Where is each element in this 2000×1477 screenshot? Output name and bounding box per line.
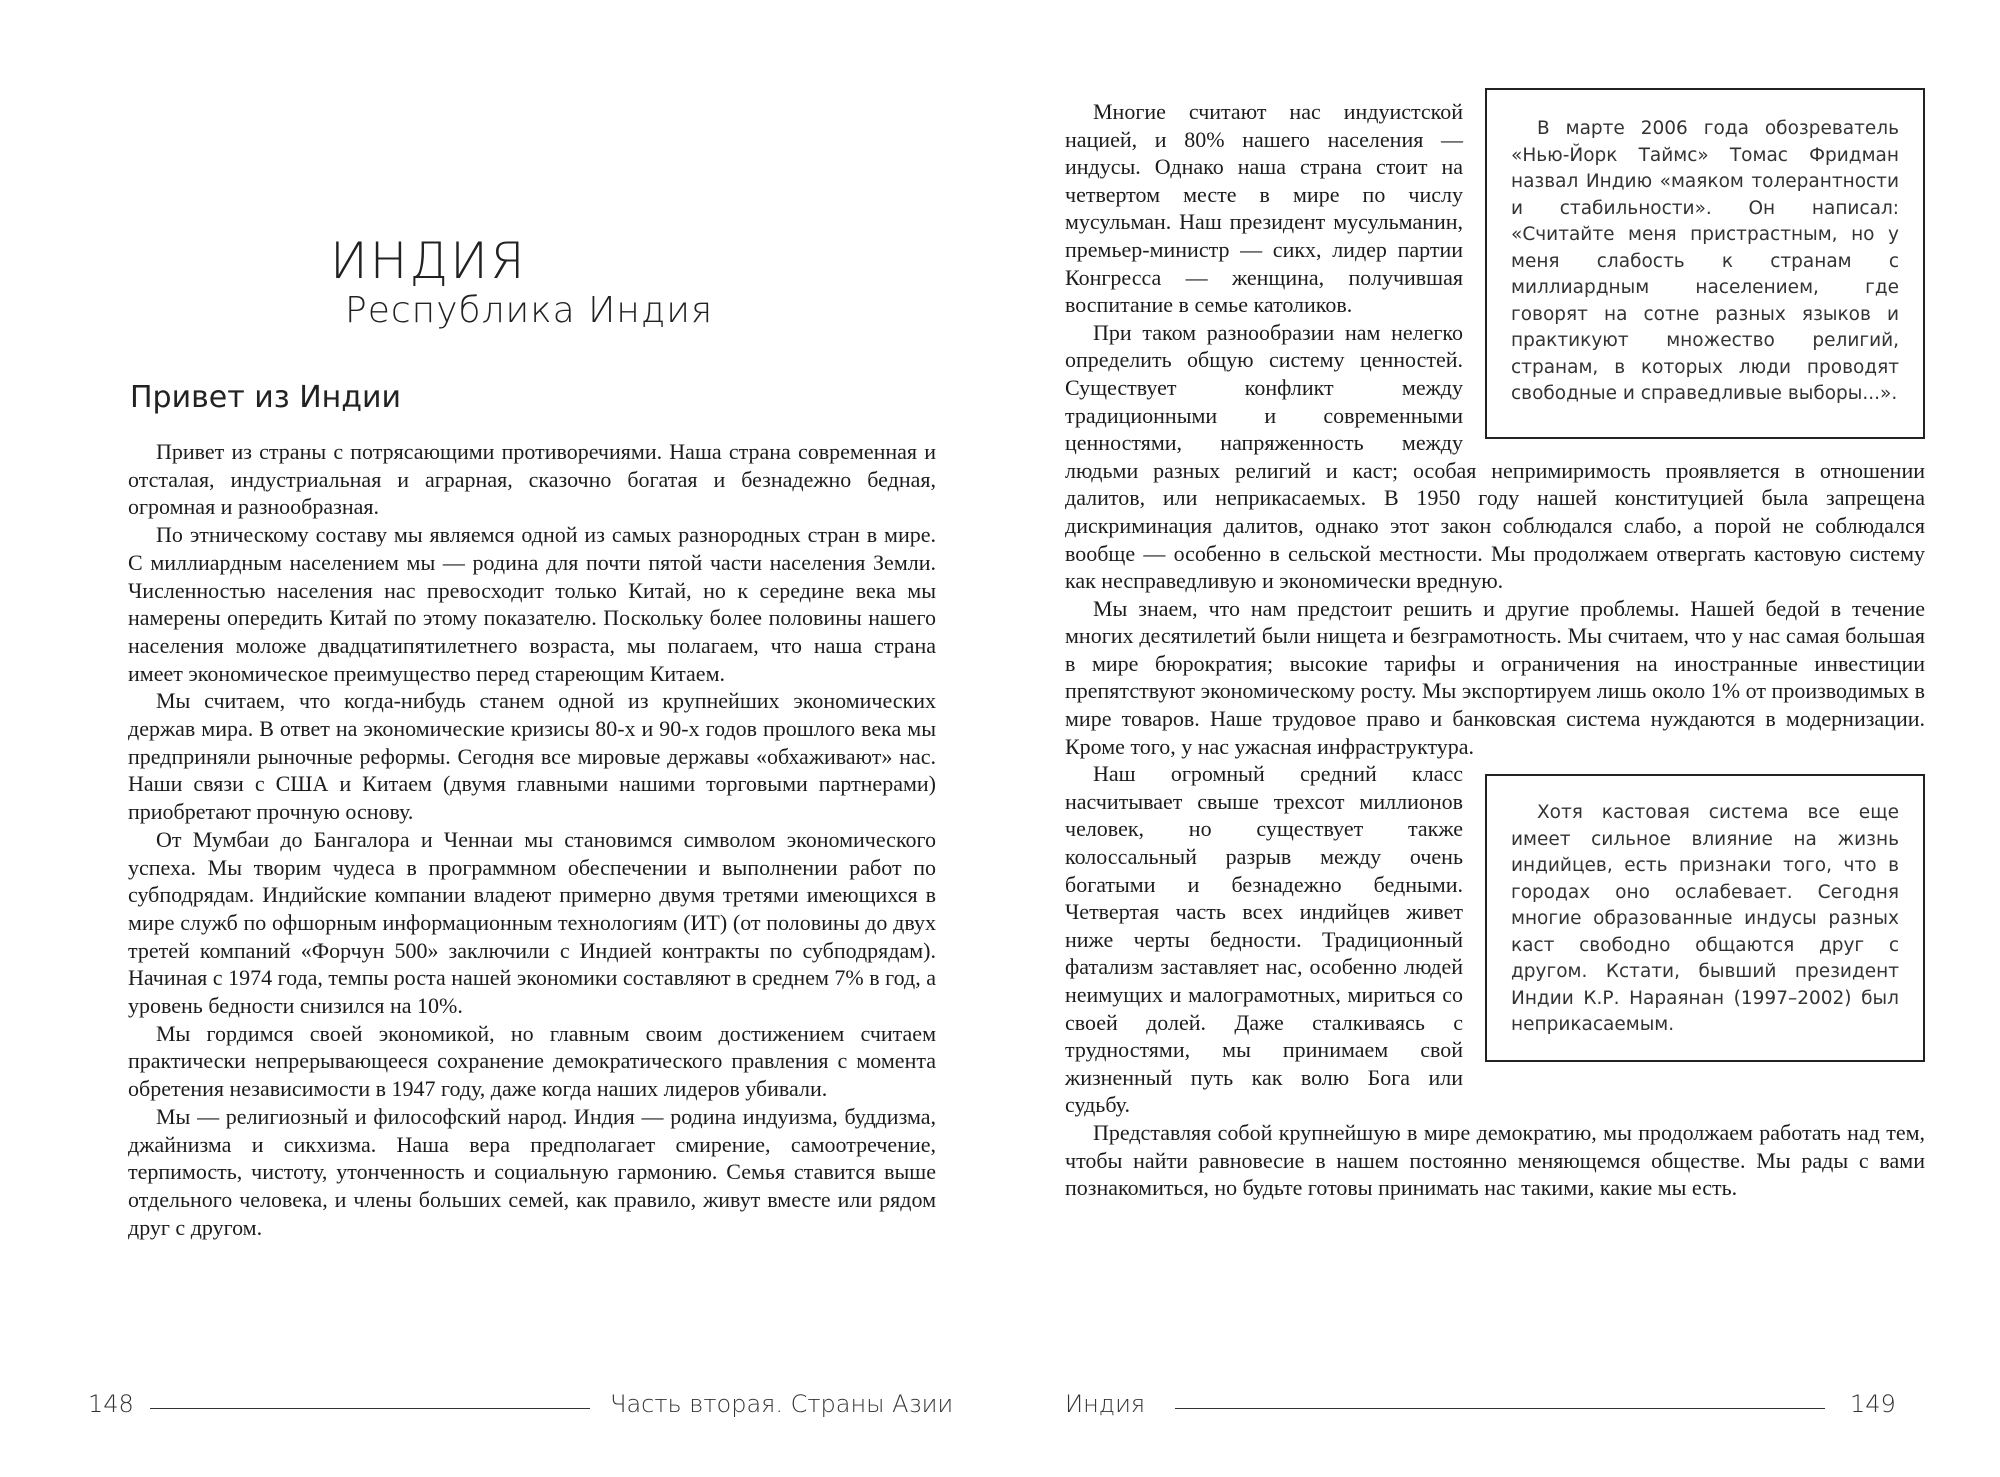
paragraph: Мы — религиозный и философский народ. Индия — родина индуизма, буддизма, джайнизма и сикхизма. Наша вера предполагает смирение, самоотречение, терпимость, чистоту, утонченность и социальную гармонию. Семья ставится выше отдельного человека, и члены больших семей, как правило, живут вместе или рядом друг с другом.: [128, 1103, 936, 1240]
section-heading: Привет из Индии: [130, 380, 402, 415]
right-page: [1000, 0, 2000, 1477]
paragraph: Мы считаем, что когда-нибудь станем одной из крупнейших экономических держав мира. В ответ на экономические кризисы 80-х и 90-х годов прошлого века мы предприняли рыночные реформы. Сегодня все мировые державы «обхаживают» нас. Наши связи с США и Китаем (двумя главными нашими торговыми партнерами) приобретают прочную основу.: [128, 688, 936, 825]
page-number: 149: [1850, 1390, 1896, 1418]
footer-rule: [1175, 1408, 1825, 1409]
paragraph: Представляя собой крупнейшую в мире демократию, мы продолжаем работать над тем, чтобы найти равновесие в нашем постоянно меняющемся обществе. Мы рады с вами познакомиться, но будьте готовы принимать нас такими, какие мы есть.: [1065, 1119, 1925, 1201]
chapter-title: ИНДИЯ: [330, 232, 527, 290]
sidebar-text: В марте 2006 года обозреватель «Нью-Йорк Таймс» Томас Фридман назвал Индию «маяком толерантности и стабильности». Он написал: «Считайте меня пристрастным, но у меня слабость к странам с миллиардным населением, где говорят на сотне разных языков и практикуют множество религий, странам, в которых люди проводят свободные и справедливые выборы...».: [1511, 118, 1899, 404]
chapter-subtitle: Республика Индия: [345, 290, 714, 331]
paragraph: Мы гордимся своей экономикой, но главным своим достижением считаем практически непрерывающееся сохранение демократического правления с момента обретения независимости в 1947 году, даже когда наших лидеров убивали.: [128, 1020, 936, 1102]
left-body-text: [128, 438, 936, 1241]
running-head: Часть вторая. Страны Азии: [610, 1390, 954, 1418]
paragraph: Привет из страны с потрясающими противоречиями. Наша страна современная и отсталая, индустриальная и аграрная, сказочно богатая и безнадежно бедная, огромная и разнообразная.: [128, 439, 936, 520]
running-head: Индия: [1065, 1390, 1146, 1418]
paragraph: Мы знаем, что нам предстоит решить и другие проблемы. Нашей бедой в течение многих десятилетий были нищета и безграмотность. Мы считаем, что у нас самая большая в мире бюрократия; высокие тарифы и ограничения на иностранные инвестиции препятствуют экономическому росту. Мы экспортируем лишь около 1% от производимых в мире товаров. Наше трудовое право и банковская система нуждаются в модернизации. Кроме того, у нас ужасная инфраструктура.: [1065, 595, 1925, 759]
sidebar-caste-box: [1485, 774, 1925, 1062]
sidebar-quote-box: [1485, 88, 1925, 439]
footer-rule: [150, 1408, 590, 1409]
paragraph: Многие считают нас индуистской нацией, и 80% нашего населения — индусы. Однако наша страна стоит на четвертом месте в мире по числу мусульман. Наш президент мусульманин, премьер-министр — сикх, лидер партии Конгресса — женщина, получившая воспитание в семье католиков.: [1065, 99, 1463, 318]
page-number: 148: [88, 1390, 134, 1418]
paragraph: При таком разнообразии нам нелегко определить общую систему ценностей. Существует конфликт между традиционными и современными ценностями, напряженность между людьми разных религий и каст; особая непримиримость проявляется в отношении далитов, или неприкасаемых. В 1950 году нашей конституцией была запрещена дискриминация далитов, однако этот закон соблюдался слабо, а порой не соблюдался вообще — особенно в сельской местности. Мы продолжаем отвергать кастовую систему как несправедливую и экономически вредную.: [1065, 319, 1925, 594]
right-body-text: [1065, 98, 1925, 1202]
paragraph: По этническому составу мы являемся одной из самых разнородных стран в мире. С миллиардным населением мы — родина для почти пятой части населения Земли. Численностью населения нас превосходит только Китай, но к середине века мы намерены опередить Китай по этому показателю. Поскольку более половины нашего населения моложе двадцатипятилетнего возраста, мы полагаем, что наша страна имеет экономическое преимущество перед стареющим Китаем.: [128, 522, 936, 686]
paragraph: Наш огромный средний класс насчитывает свыше трехсот миллионов человек, но существует также колоссальный разрыв между очень богатыми и безнадежно бедными. Четвертая часть всех индийцев живет ниже черты бедности. Традиционный фатализм заставляет нас, особенно людей неимущих и малограмотных, мириться со своей долей. Даже сталкиваясь с трудностями, мы принимаем свой жизненный путь как волю Бога или судьбу.: [1065, 761, 1463, 1118]
paragraph: От Мумбаи до Бангалора и Ченнаи мы становимся символом экономического успеха. Мы творим чудеса в программном обеспечении и выполнении работ по субподрядам. Индийские компании владеют примерно двумя третями имеющихся в мире служб по офшорным информационным технологиям (ИТ) (от половины до двух третей компаний «Форчун 500» заключили с Индией контракты по субподрядам). Начиная с 1974 года, темпы роста нашей экономики составляют в среднем 7% в год, а уровень бедности снизился на 10%.: [128, 826, 936, 1019]
sidebar-text: Хотя кастовая система все еще имеет сильное влияние на жизнь индийцев, есть признаки того, что в городах оно ослабевает. Сегодня многие образованные индусы разных каст свободно общаются друг с другом. Кстати, бывший президент Индии К.Р. Нараянан (1997–2002) был неприкасаемым.: [1511, 802, 1899, 1036]
